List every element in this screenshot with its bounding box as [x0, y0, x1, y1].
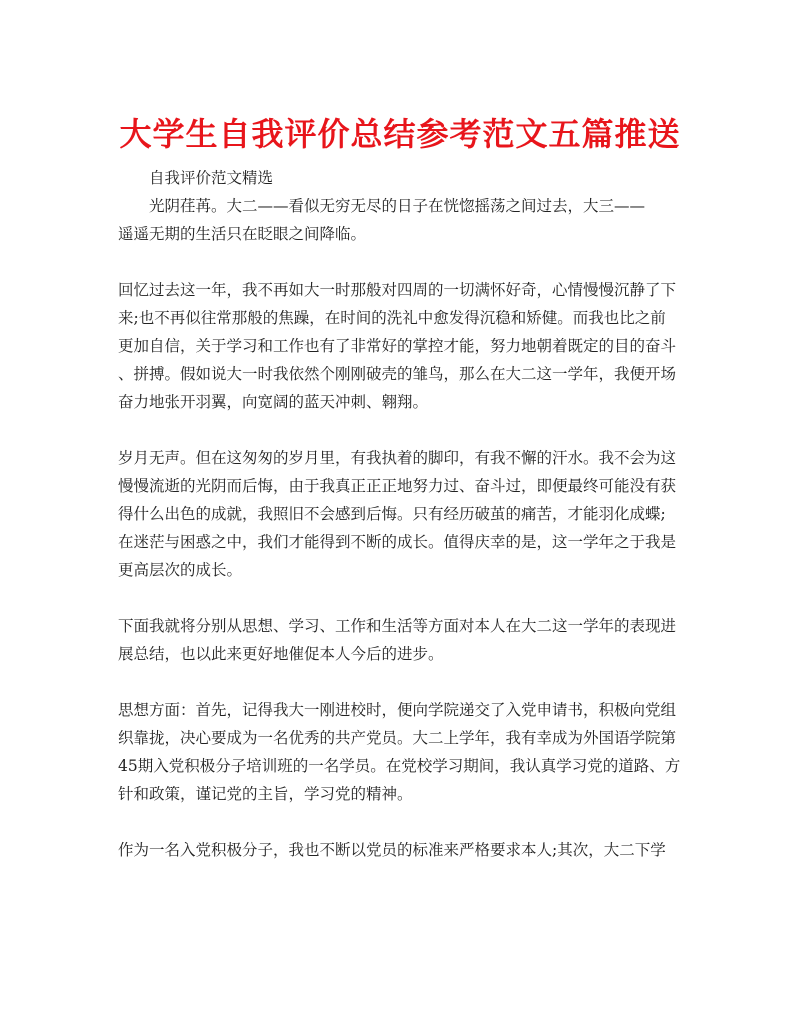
paragraph-gap	[118, 584, 688, 612]
document-body	[118, 164, 688, 864]
paragraph-3-line: 展总结，也以此来更好地催促本人今后的进步。	[118, 645, 444, 663]
paragraph-2-line: 得什么出色的成就，我照旧不会感到后悔。只有经历破茧的痛苦，才能羽化成蝶;	[118, 505, 666, 523]
document-title: 大学生自我评价总结参考范文五篇推送	[119, 115, 681, 153]
paragraph-2-line: 慢慢流逝的光阴而后悔，由于我真正正正地努力过、奋斗过，即便最终可能没有获	[118, 477, 677, 495]
paragraph-5-line: 作为一名入党积极分子，我也不断以党员的标准来严格要求本人;其次，大二下学	[118, 841, 666, 859]
paragraph-1-line: 奋力地张开羽翼，向宽阔的蓝天冲刺、翱翔。	[118, 393, 429, 411]
paragraph-4-line: 思想方面：首先，记得我大一刚进校时，便向学院递交了入党申请书，积极向党组	[118, 701, 677, 719]
paragraph-2-line: 在迷茫与困惑之中，我们才能得到不断的成长。值得庆幸的是，这一学年之于我是	[118, 533, 677, 551]
intro-line: 光阴荏苒。大二——看似无穷无尽的日子在恍惚摇荡之间过去，大三——	[149, 197, 646, 215]
paragraph-4-line: 织靠拢，决心要成为一名优秀的共产党员。大二上学年，我有幸成为外国语学院第	[118, 729, 677, 747]
paragraph-2-line: 岁月无声。但在这匆匆的岁月里，有我执着的脚印，有我不懈的汗水。我不会为这	[118, 449, 677, 467]
paragraph-1-line: 来;也不再似往常那般的焦躁，在时间的洗礼中愈发得沉稳和矫健。而我也比之前	[118, 309, 666, 327]
paragraph-gap	[118, 808, 688, 836]
document-subtitle: 自我评价范文精选	[149, 169, 274, 187]
paragraph-gap	[118, 668, 688, 696]
paragraph-2-line: 更高层次的成长。	[118, 561, 243, 579]
paragraph-4-line: 45期入党积极分子培训班的一名学员。在党校学习期间，我认真学习党的道路、方	[118, 757, 681, 775]
intro-line: 遥遥无期的生活只在眨眼之间降临。	[118, 225, 367, 243]
paragraph-gap	[118, 248, 688, 276]
paragraph-3-line: 下面我就将分别从思想、学习、工作和生活等方面对本人在大二这一学年的表现进	[118, 617, 677, 635]
paragraph-gap	[118, 416, 688, 444]
paragraph-1-line: 更加自信，关于学习和工作也有了非常好的掌控才能，努力地朝着既定的目的奋斗	[118, 337, 677, 355]
paragraph-1-line: 回忆过去这一年，我不再如大一时那般对四周的一切满怀好奇，心情慢慢沉静了下	[118, 281, 677, 299]
paragraph-1-line: 、拼搏。假如说大一时我依然个刚刚破壳的雏鸟，那么在大二这一学年，我便开场	[118, 365, 677, 383]
paragraph-4-line: 针和政策，谨记党的主旨，学习党的精神。	[118, 785, 413, 803]
